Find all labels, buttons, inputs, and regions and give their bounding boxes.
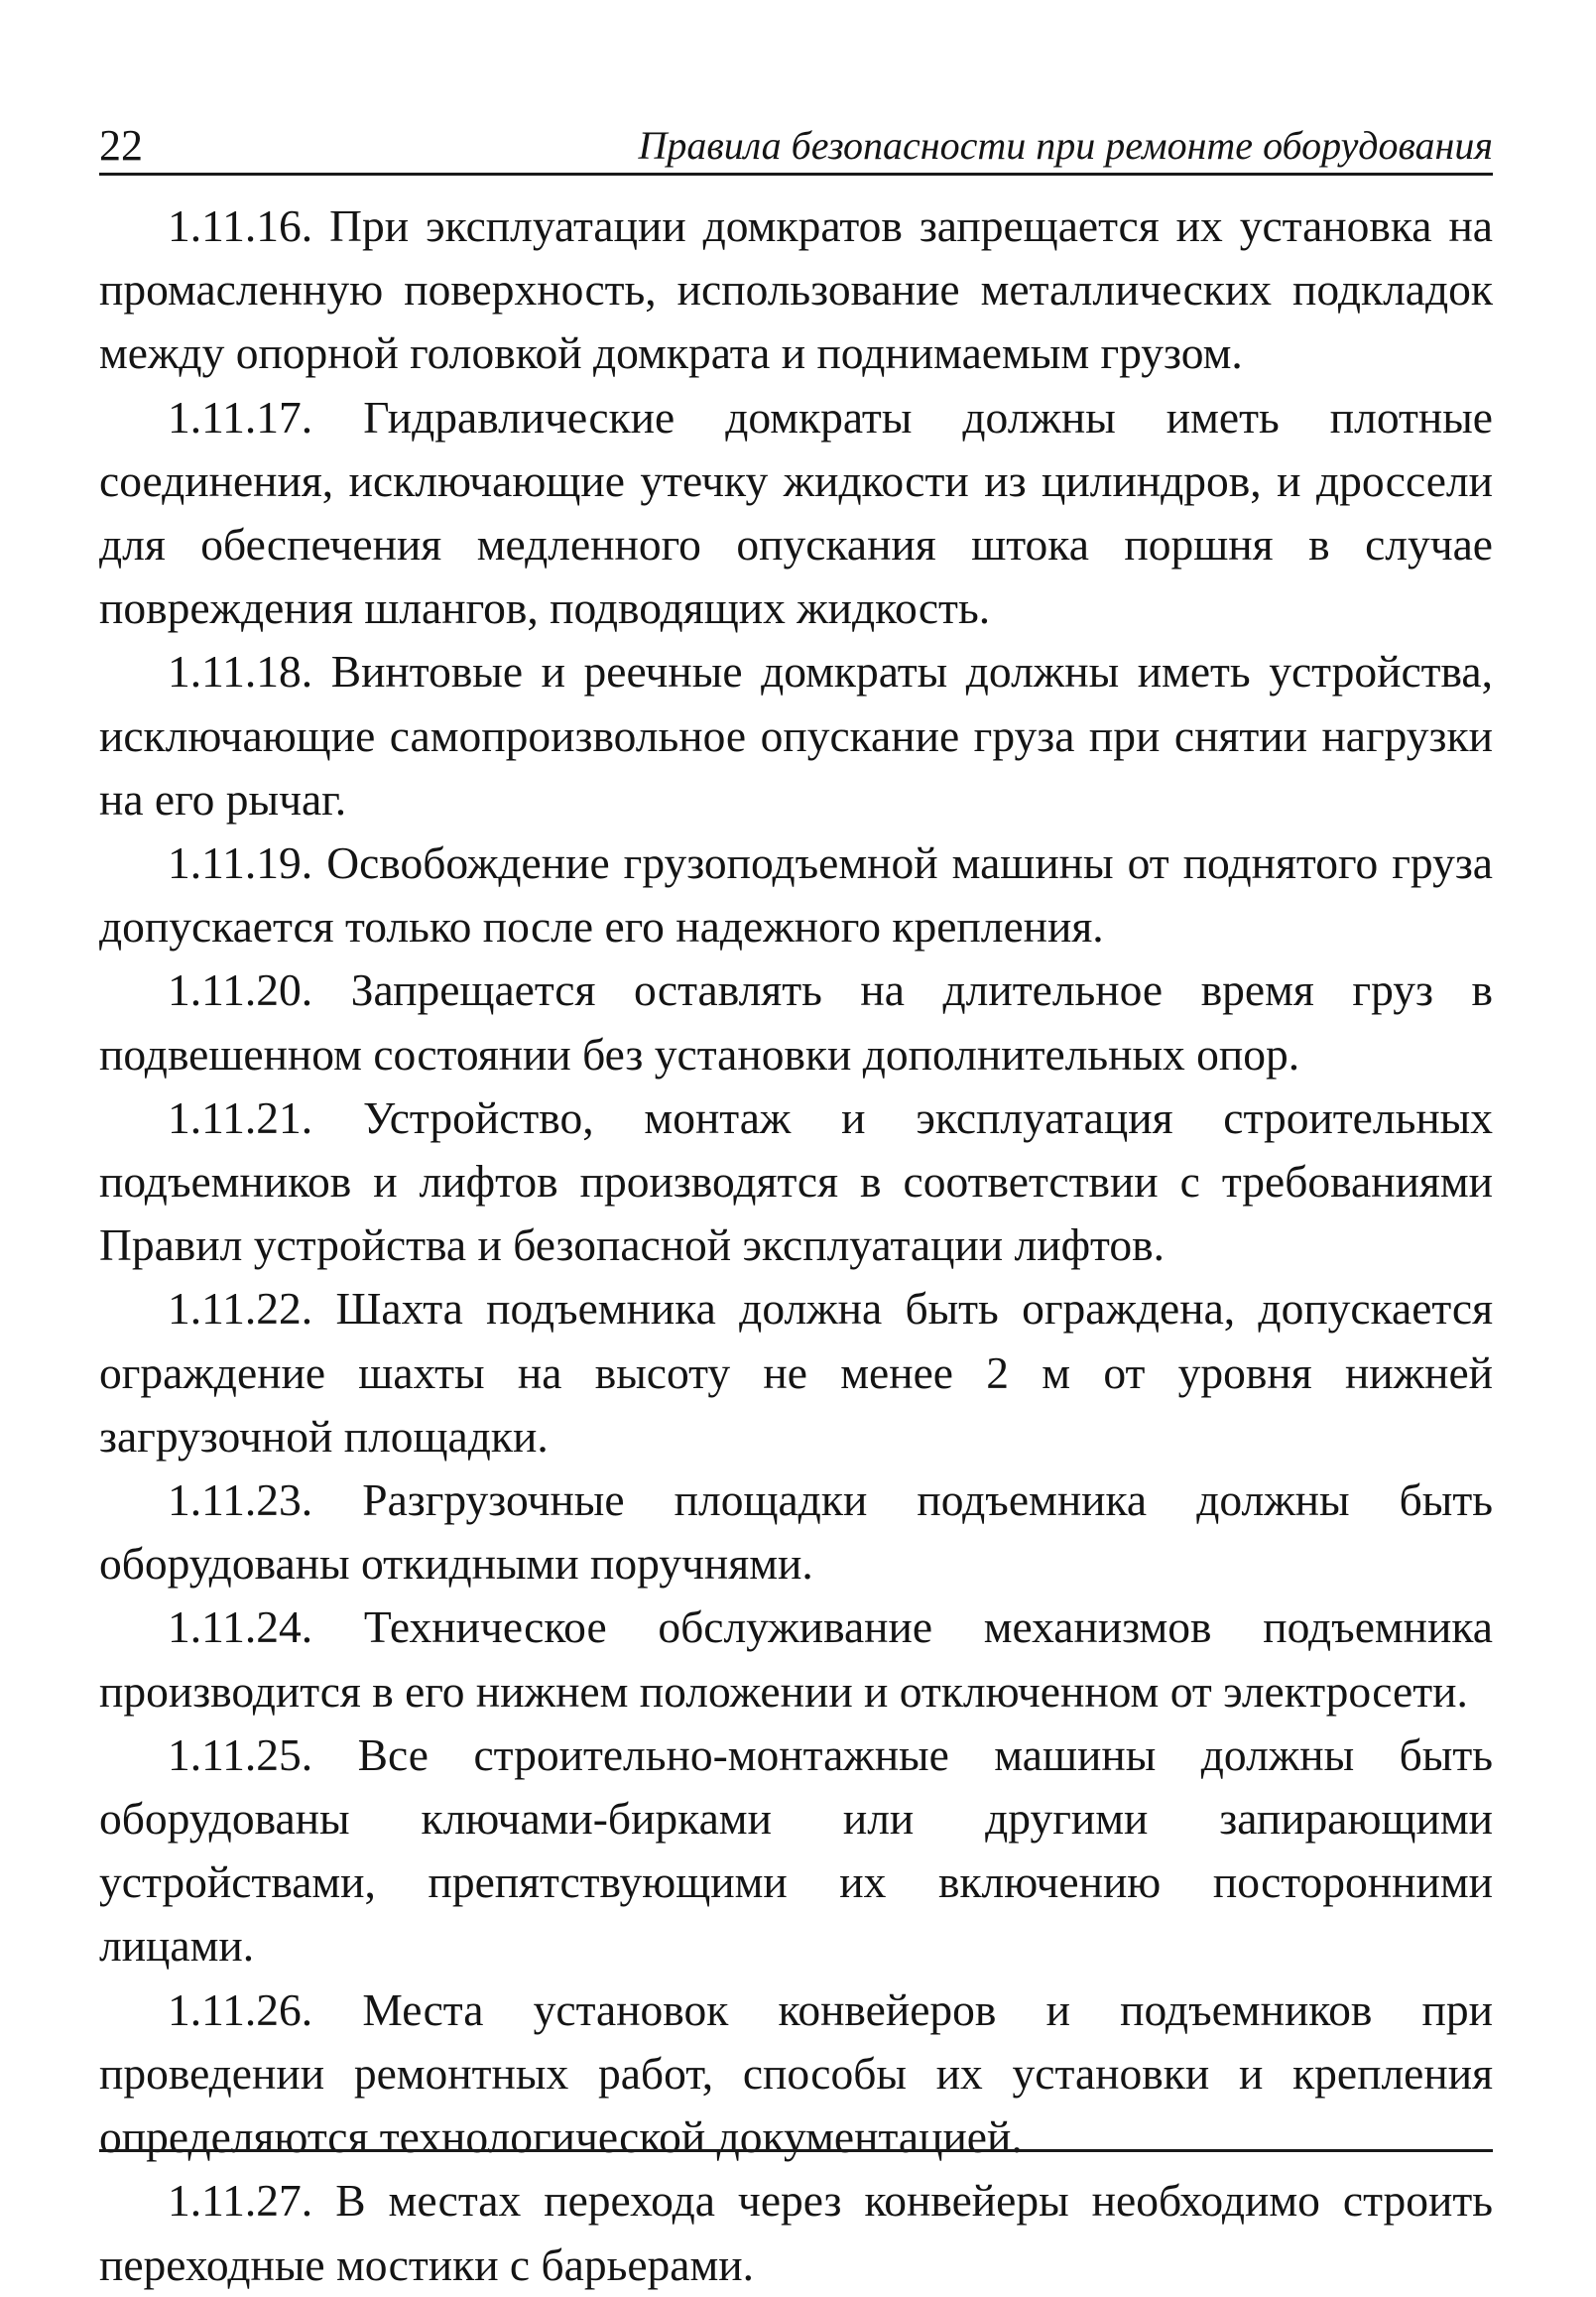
paragraph: 1.11.27. В местах перехода через конвейеры необходимо строить переходные мостики с барьерами. bbox=[99, 2175, 1493, 2290]
paragraph: 1.11.19. Освобождение грузоподъемной машины от поднятого груза допускается только после его надежного крепления. bbox=[99, 837, 1493, 953]
document-page bbox=[99, 0, 1493, 2290]
running-title: Правила безопасности при ремонте оборудования bbox=[638, 123, 1493, 168]
footer-rule bbox=[99, 2149, 1493, 2152]
body-text bbox=[99, 194, 1493, 2297]
paragraph: 1.11.20. Запрещается оставлять на длительное время груз в подвешенном состоянии без установки дополнительных опор. bbox=[99, 964, 1493, 1080]
page-number: 22 bbox=[99, 121, 143, 170]
paragraph: 1.11.21. Устройство, монтаж и эксплуатация строительных подъемников и лифтов производятся в соответствии с требованиями Правил устройства и безопасной эксплуатации лифтов. bbox=[99, 1091, 1493, 1271]
paragraph: 1.11.17. Гидравлические домкраты должны иметь плотные соединения, исключающие утечку жидкости из цилиндров, и дроссели для обеспечения медленного опускания штока поршня в случае повреждения шлангов, подводящих жидкость. bbox=[99, 391, 1493, 634]
paragraph: 1.11.26. Места установок конвейеров и подъемников при проведении ремонтных работ, способы их установки и крепления определяются технологической документацией. bbox=[99, 1983, 1493, 2163]
paragraph: 1.11.16. При эксплуатации домкратов запрещается их установка на промасленную поверхность, использование металлических подкладок между опорной головкой домкрата и поднимаемым грузом. bbox=[99, 200, 1493, 379]
paragraph: 1.11.23. Разгрузочные площадки подъемника должны быть оборудованы откидными поручнями. bbox=[99, 1474, 1493, 1590]
paragraph: 1.11.25. Все строительно-монтажные машины должны быть оборудованы ключами-бирками или другими запирающими устройствами, препятствующими их включению посторонними лицами. bbox=[99, 1728, 1493, 1972]
paragraph: 1.11.24. Техническое обслуживание механизмов подъемника производится в его нижнем положении и отключенном от электросети. bbox=[99, 1601, 1493, 1717]
page-header bbox=[99, 117, 1493, 176]
paragraph: 1.11.18. Винтовые и реечные домкраты должны иметь устройства, исключающие самопроизвольное опускание груза при снятии нагрузки на его рычаг. bbox=[99, 646, 1493, 825]
paragraph: 1.11.22. Шахта подъемника должна быть ограждена, допускается ограждение шахты на высоту не менее 2 м от уровня нижней загрузочной площадки. bbox=[99, 1283, 1493, 1462]
